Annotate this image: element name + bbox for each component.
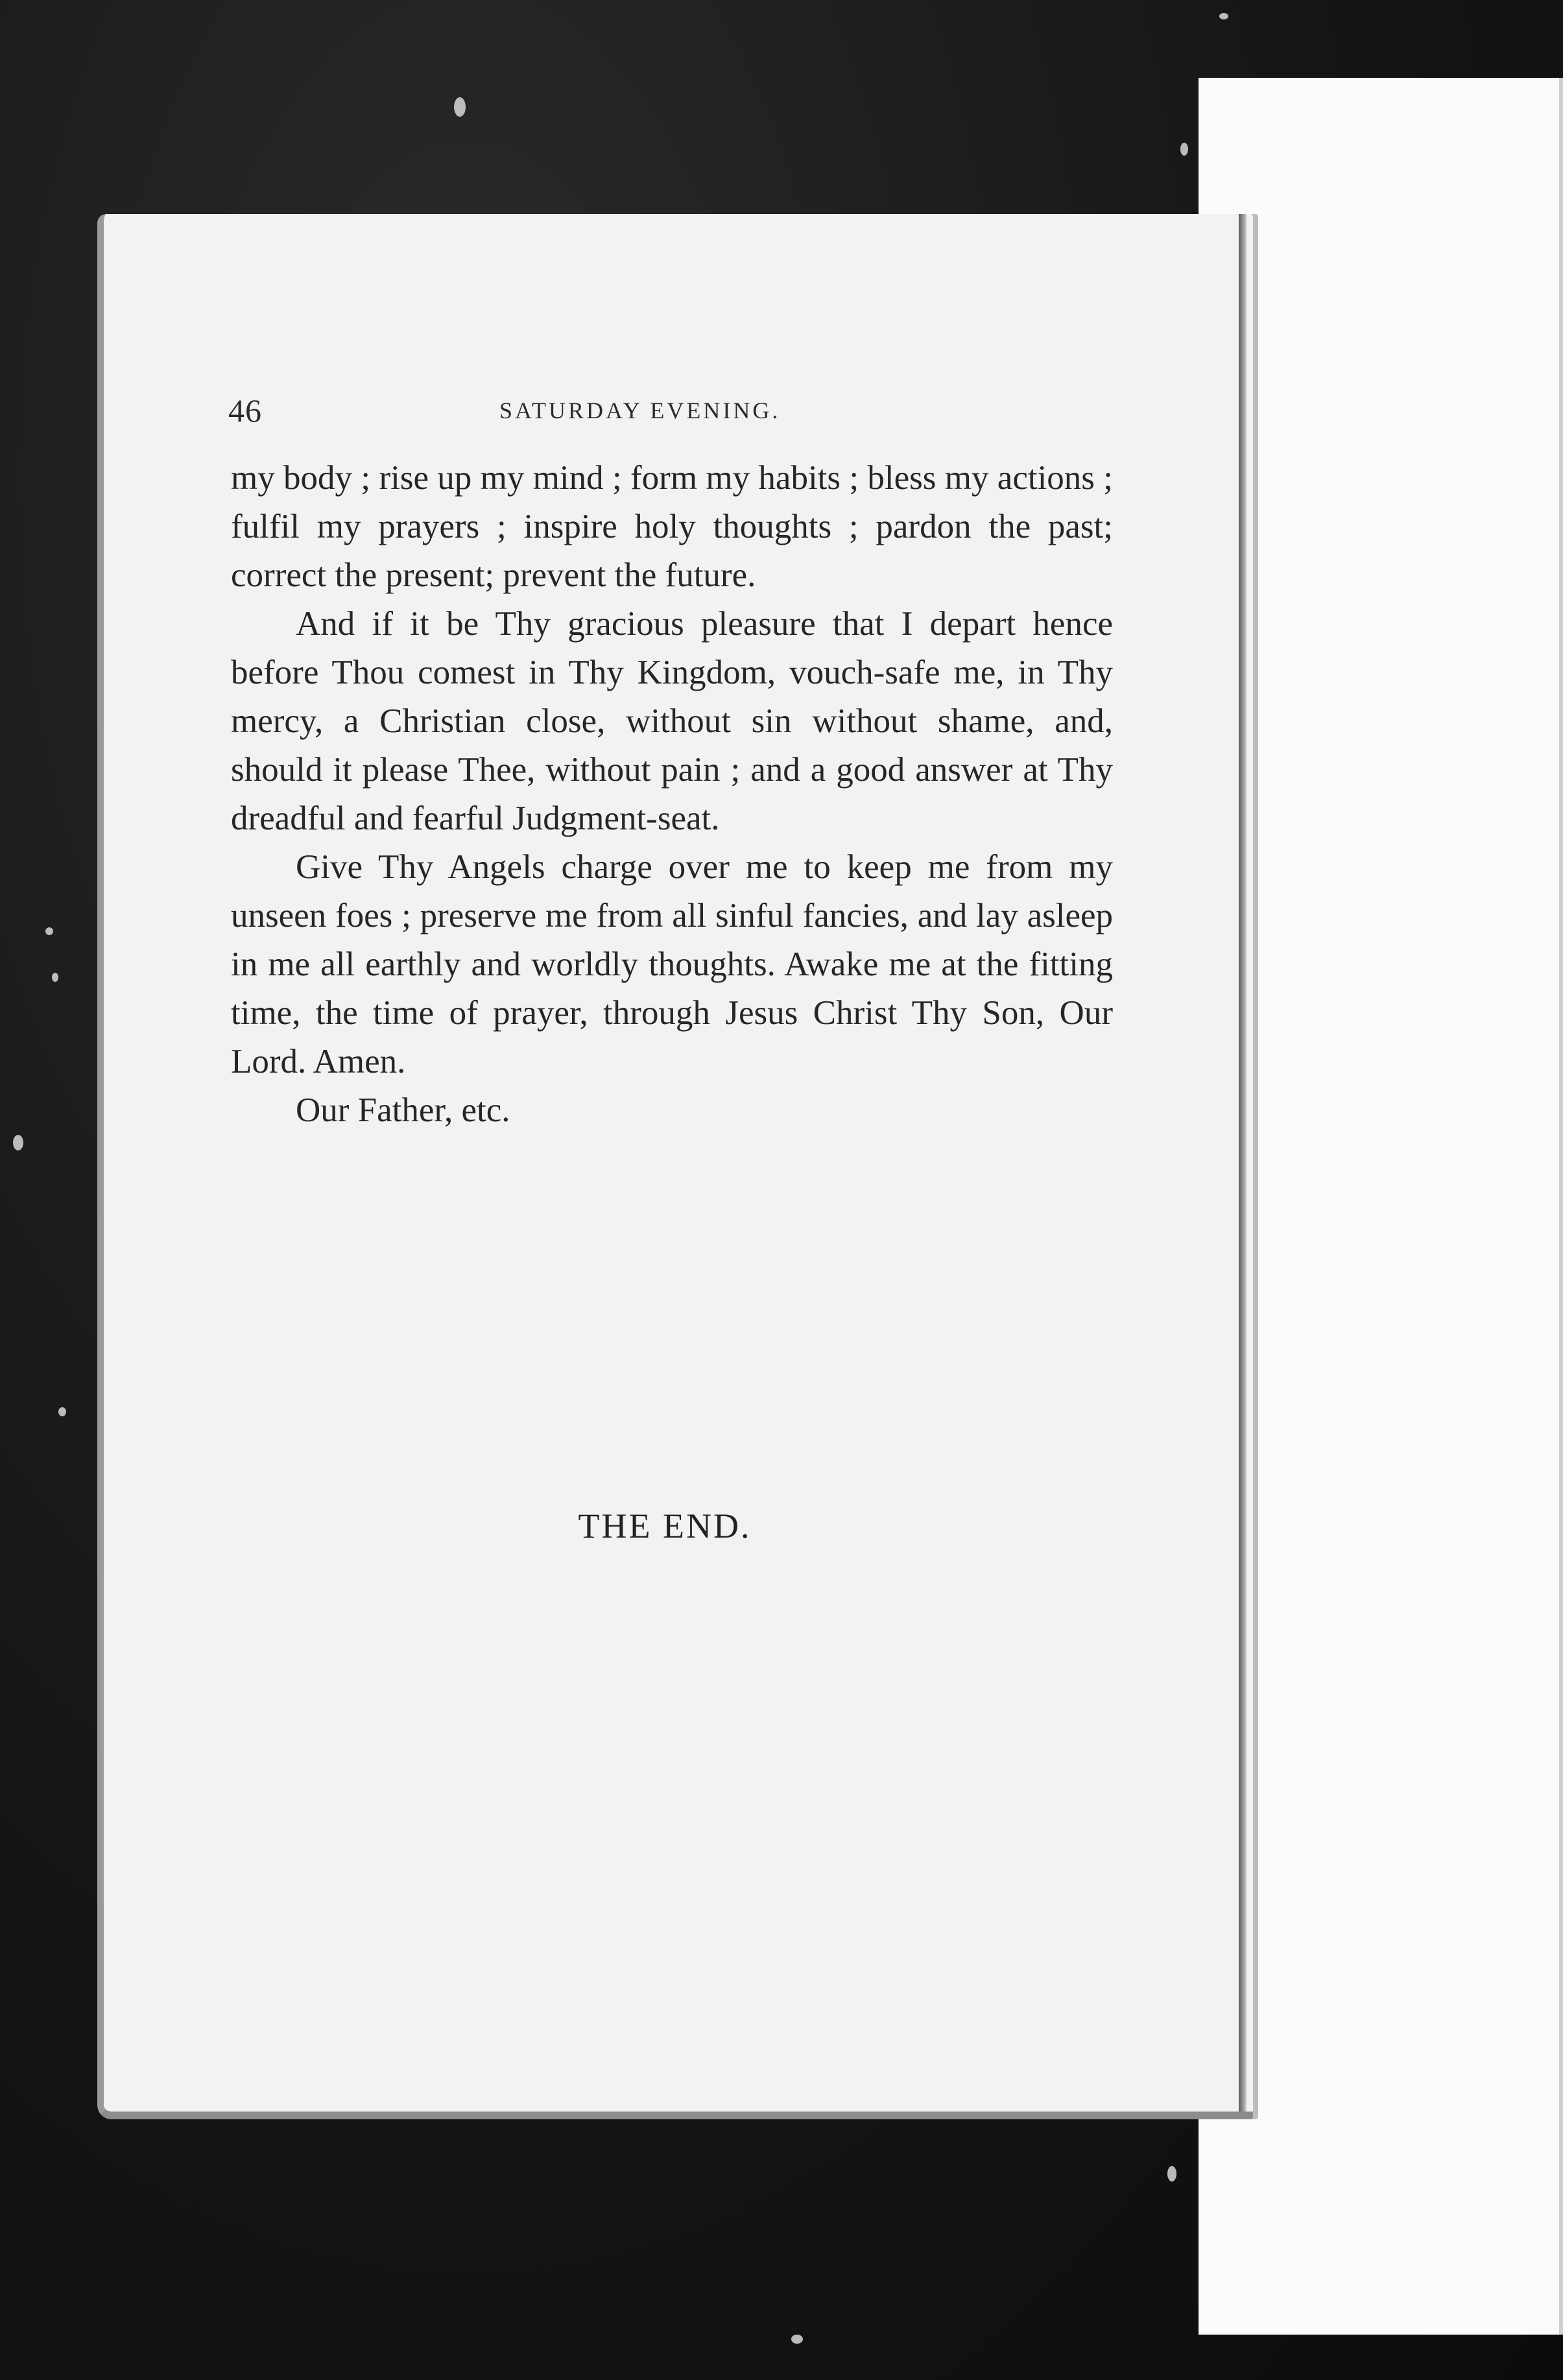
dust-speck: [45, 927, 53, 935]
paragraph-prayer-continuation: my body ; rise up my mind ; form my habits ; bless my actions ; fulfil my prayers ; inspire holy thoughts ; pardon the past; correct the present; prevent the future.: [231, 459, 1113, 594]
paragraph-departure: And if it be Thy gracious pleasure that I depart hence before Thou comest in Thy Kingdom, vouch-safe me, in Thy mercy, a Christian close, without sin without shame, and, should it please Thee, without pain ; and a good answer at Thy dreadful and fearful Judgment-seat.: [231, 605, 1113, 837]
page-number: 46: [228, 392, 262, 429]
dust-speck: [52, 973, 58, 982]
page-fore-edge: [1239, 214, 1247, 2112]
dust-speck: [1219, 13, 1228, 19]
facing-blank-page: [1199, 78, 1563, 2335]
the-end-heading: THE END.: [578, 1506, 752, 1545]
dust-speck: [13, 1135, 23, 1150]
dust-speck: [791, 2335, 803, 2344]
paragraph-our-father: Our Father, etc.: [296, 1091, 510, 1129]
body-text: [231, 454, 1113, 1135]
dust-speck: [1167, 2166, 1176, 2182]
dust-speck: [454, 97, 466, 117]
dust-speck: [58, 1407, 66, 1416]
paragraph-angels: Give Thy Angels charge over me to keep me from my unseen foes ; preserve me from all sinful fancies, and lay asleep in me all earthly and worldly thoughts. Awake me at the fitting time, the time of prayer, through Jesus Christ Thy Son, Our Lord. Amen.: [231, 848, 1113, 1080]
running-title: SATURDAY EVENING.: [499, 398, 781, 423]
dust-speck: [1180, 143, 1188, 156]
running-head: [228, 392, 1136, 431]
